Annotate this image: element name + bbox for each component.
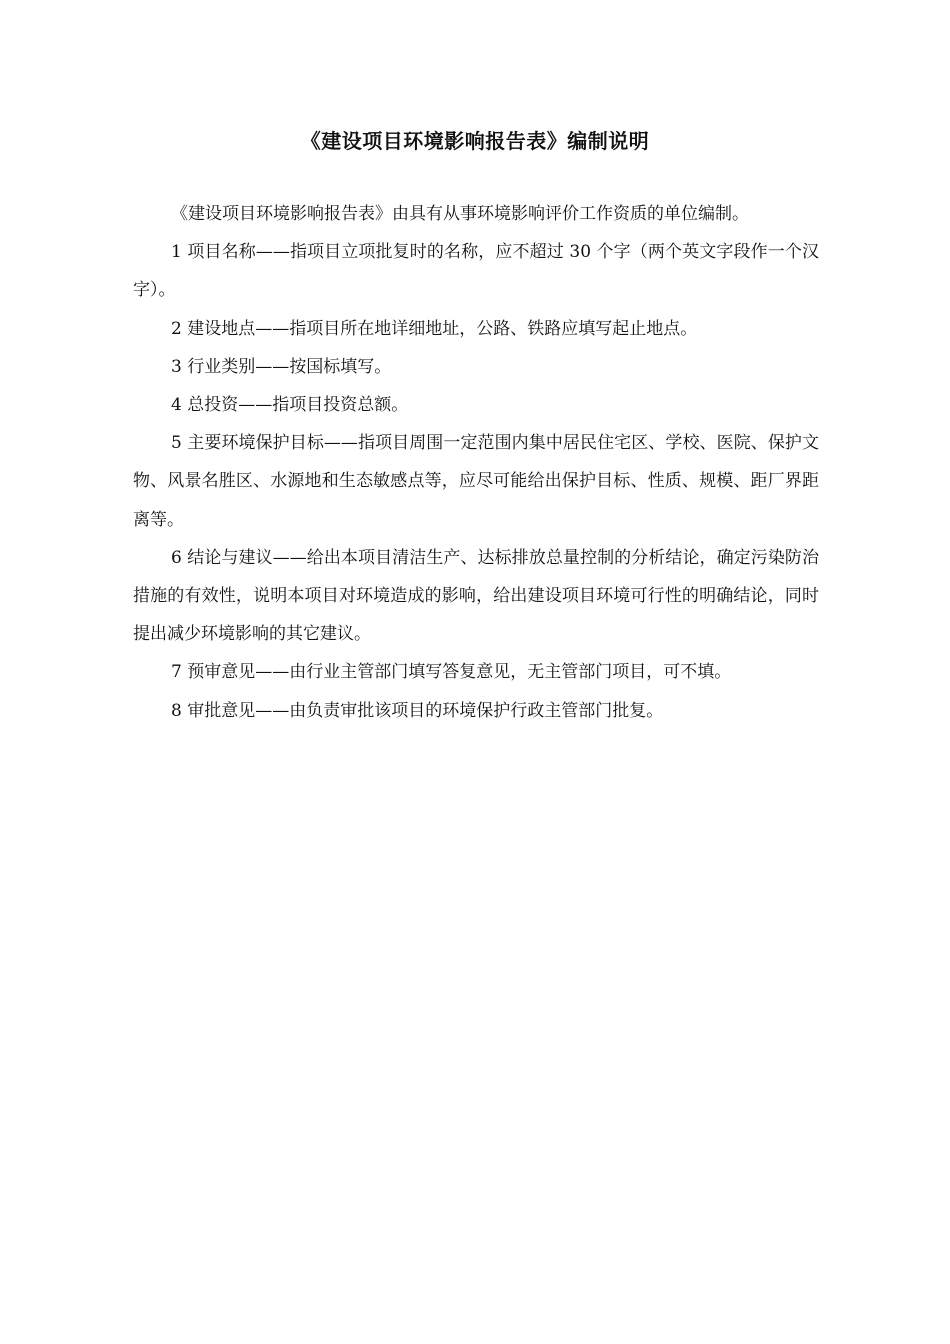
paragraph-conclusions: 6 结论与建议——给出本项目清洁生产、达标排放总量控制的分析结论，确定污染防治措施的有效性，说明本项目对环境造成的影响，给出建设项目环境可行性的明确结论，同时提出减少环境影响的其它建议。 bbox=[133, 547, 819, 645]
paragraph-industry-category: 3 行业类别——按国标填写。 bbox=[171, 356, 392, 377]
paragraph-preliminary-review: 7 预审意见——由行业主管部门填写答复意见，无主管部门项目，可不填。 bbox=[171, 662, 732, 683]
document-body bbox=[133, 195, 819, 730]
document-title: 《建设项目环境影响报告表》编制说明 bbox=[300, 129, 650, 154]
paragraph-project-name: 1 项目名称——指项目立项批复时的名称，应不超过 30 个字（两个英文字段作一个汉字）。 bbox=[133, 242, 819, 301]
paragraph-protection-targets: 5 主要环境保护目标——指项目周围一定范围内集中居民住宅区、学校、医院、保护文物、风景名胜区、水源地和生态敏感点等，应尽可能给出保护目标、性质、规模、距厂界距离等。 bbox=[133, 433, 819, 530]
paragraph-construction-site: 2 建设地点——指项目所在地详细地址，公路、铁路应填写起止地点。 bbox=[171, 318, 698, 339]
paragraph-total-investment: 4 总投资——指项目投资总额。 bbox=[171, 395, 409, 416]
paragraph-approval-opinion: 8 审批意见——由负责审批该项目的环境保护行政主管部门批复。 bbox=[171, 700, 664, 721]
paragraph-intro: 《建设项目环境影响报告表》由具有从事环境影响评价工作资质的单位编制。 bbox=[171, 204, 749, 224]
